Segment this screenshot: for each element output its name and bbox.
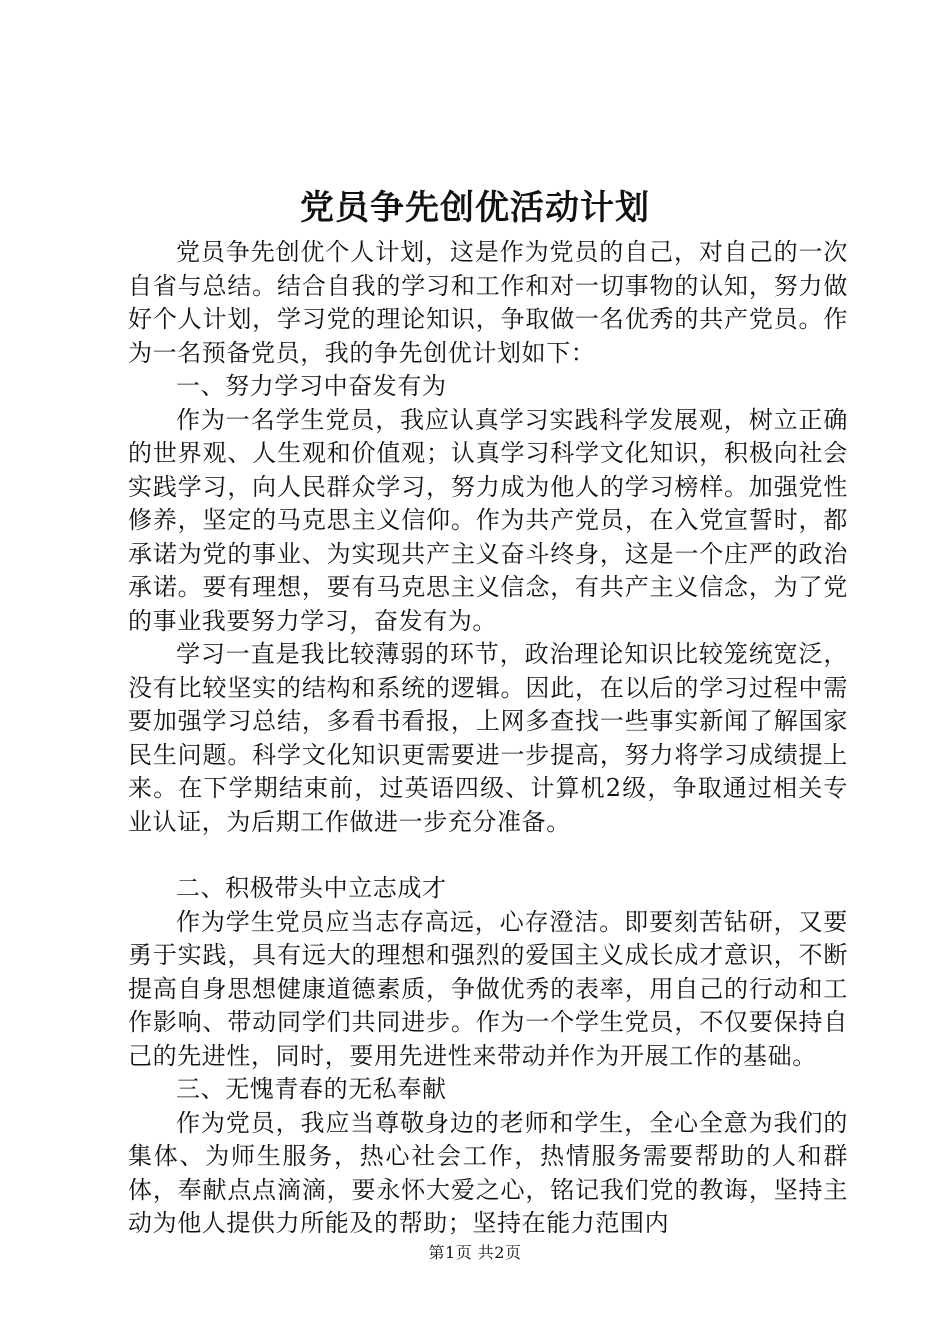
section-heading-1: 一、努力学习中奋发有为 xyxy=(176,372,447,400)
section-heading-2: 二、积极带头中立志成才 xyxy=(176,874,447,902)
paragraph-gap xyxy=(128,839,848,872)
section-2-paragraph-1: 作为学生党员应当志存高远，心存澄洁。即要刻苦钻研，又要勇于实践，具有远大的理想和强烈的爱国主义成长成才意识，不断提高自身思想健康道德素质，争做优秀的表率，用自己的行动和工作影响、带动同学们共同进步。作为一个学生党员，不仅要保持自己的先进性，同时，要用先进性来带动并作为开展工作的基础。 xyxy=(128,907,848,1070)
section-3-paragraph-1: 作为党员，我应当尊敬身边的老师和学生，全心全意为我们的集体、为师生服务，热心社会工作，热情服务需要帮助的人和群体，奉献点点滴滴，要永怀大爱之心，铭记我们党的教诲，坚持主动为他人提供力所能及的帮助；坚持在能力范围内 xyxy=(128,1108,848,1237)
document-title: 党员争先创优活动计划 xyxy=(300,188,650,228)
section-1-paragraph-1: 作为一名学生党员，我应认真学习实践科学发展观，树立正确的世界观、人生观和价值观；认真学习科学文化知识，积极向社会实践学习，向人民群众学习，努力成为他人的学习榜样。加强党性修养，坚定的马克思主义信仰。作为共产党员，在入党宣誓时，都承诺为党的事业、为实现共产主义奋斗终身，这是一个庄严的政治承诺。要有理想，要有马克思主义信念，有共产主义信念，为了党的事业我要努力学习，奋发有为。 xyxy=(128,405,848,635)
section-1-paragraph-2: 学习一直是我比较薄弱的环节，政治理论知识比较笼统宽泛，没有比较坚实的结构和系统的逻辑。因此，在以后的学习过程中需要加强学习总结，多看书看报，上网多查找一些事实新闻了解国家民生问题。科学文化知识更需要进一步提高，努力将学习成绩提上来。在下学期结束前，过英语四级、计算机2级，争取通过相关专业认证，为后期工作做进一步充分准备。 xyxy=(128,640,848,836)
page-footer: 第1页 共2页 xyxy=(428,1243,522,1262)
document-body xyxy=(128,236,848,1241)
section-heading-3: 三、无愧青春的无私奉献 xyxy=(176,1075,447,1103)
intro-paragraph: 党员争先创优个人计划，这是作为党员的自己，对自己的一次自省与总结。结合自我的学习和工作和对一切事物的认知，努力做好个人计划，学习党的理论知识，争取做一名优秀的共产党员。作为一名预备党员，我的争先创优计划如下： xyxy=(128,238,848,367)
